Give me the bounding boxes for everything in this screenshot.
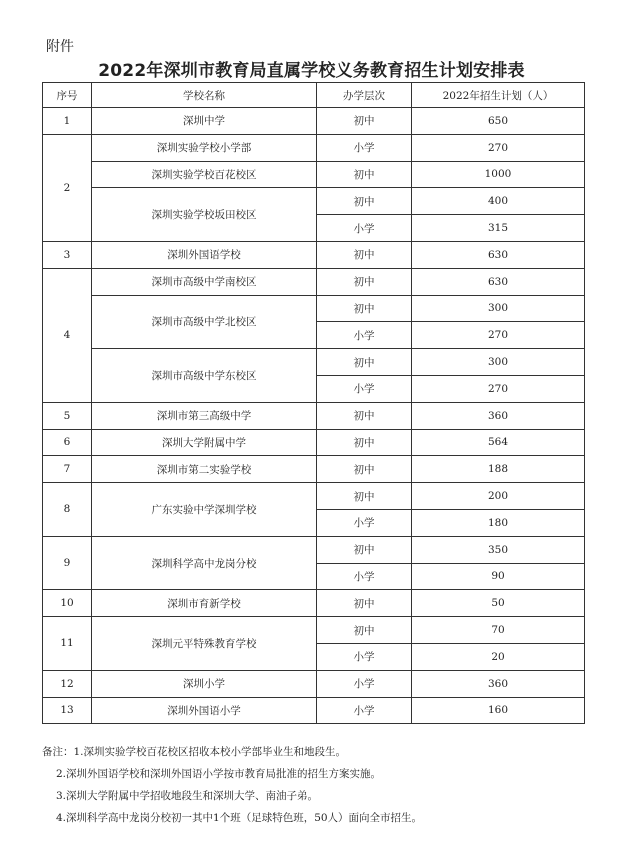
school-name: 广东实验中学深圳学校 xyxy=(92,483,317,537)
school-level: 初中 xyxy=(317,590,412,617)
note-item: 2.深圳外国语学校和深圳外国语小学按市教育局批准的招生方案实施。 xyxy=(56,768,382,780)
school-name: 深圳中学 xyxy=(92,108,317,135)
enrollment-plan: 90 xyxy=(412,563,585,590)
school-level: 初中 xyxy=(317,349,412,376)
school-name: 深圳外国语小学 xyxy=(92,697,317,724)
school-level: 初中 xyxy=(317,456,412,483)
row-no: 12 xyxy=(43,670,92,697)
table-row xyxy=(43,456,585,483)
row-no: 8 xyxy=(43,483,92,537)
row-no: 6 xyxy=(43,429,92,456)
note-item: 4.深圳科学高中龙岗分校初一其中1个班（足球特色班，50人）面向全市招生。 xyxy=(56,812,423,824)
school-level: 初中 xyxy=(317,483,412,510)
school-name: 深圳市育新学校 xyxy=(92,590,317,617)
table-row xyxy=(43,241,585,268)
enrollment-plan: 350 xyxy=(412,536,585,563)
table-row xyxy=(43,188,585,215)
school-level: 小学 xyxy=(317,134,412,161)
school-level: 初中 xyxy=(317,161,412,188)
enrollment-plan: 630 xyxy=(412,268,585,295)
school-name: 深圳实验学校坂田校区 xyxy=(92,188,317,242)
school-level: 初中 xyxy=(317,402,412,429)
school-name: 深圳市高级中学南校区 xyxy=(92,268,317,295)
school-level: 小学 xyxy=(317,322,412,349)
school-level: 初中 xyxy=(317,429,412,456)
school-name: 深圳大学附属中学 xyxy=(92,429,317,456)
column-header-no: 序号 xyxy=(43,83,92,108)
school-name: 深圳小学 xyxy=(92,670,317,697)
school-name: 深圳外国语学校 xyxy=(92,241,317,268)
enrollment-plan: 360 xyxy=(412,402,585,429)
table-row xyxy=(43,536,585,563)
enrollment-plan: 300 xyxy=(412,349,585,376)
school-level: 初中 xyxy=(317,295,412,322)
note-item: 3.深圳大学附属中学招收地段生和深圳大学、南油子弟。 xyxy=(56,790,319,802)
notes-section xyxy=(42,741,602,829)
table-row xyxy=(43,295,585,322)
enrollment-plan: 400 xyxy=(412,188,585,215)
row-no: 5 xyxy=(43,402,92,429)
row-no: 9 xyxy=(43,536,92,590)
enrollment-plan: 315 xyxy=(412,215,585,242)
enrollment-plan: 188 xyxy=(412,456,585,483)
table-row xyxy=(43,161,585,188)
row-no: 2 xyxy=(43,134,92,241)
enrollment-plan: 270 xyxy=(412,134,585,161)
table-row xyxy=(43,617,585,644)
school-level: 初中 xyxy=(317,108,412,135)
school-name: 深圳实验学校小学部 xyxy=(92,134,317,161)
column-header-level: 办学层次 xyxy=(317,83,412,108)
enrollment-plan: 160 xyxy=(412,697,585,724)
school-level: 初中 xyxy=(317,268,412,295)
enrollment-plan: 180 xyxy=(412,509,585,536)
enrollment-plan: 650 xyxy=(412,108,585,135)
school-level: 初中 xyxy=(317,188,412,215)
column-header-school: 学校名称 xyxy=(92,83,317,108)
enrollment-plan: 360 xyxy=(412,670,585,697)
school-name: 深圳市高级中学北校区 xyxy=(92,295,317,349)
attachment-label: 附件 xyxy=(46,39,74,55)
table-row xyxy=(43,402,585,429)
school-name: 深圳市第二实验学校 xyxy=(92,456,317,483)
enrollment-plan: 300 xyxy=(412,295,585,322)
enrollment-plan: 564 xyxy=(412,429,585,456)
enrollment-plan: 1000 xyxy=(412,161,585,188)
table-row xyxy=(43,429,585,456)
table-row xyxy=(43,268,585,295)
enrollment-plan: 270 xyxy=(412,322,585,349)
row-no: 7 xyxy=(43,456,92,483)
document-title: 2022年深圳市教育局直属学校义务教育招生计划安排表 xyxy=(98,61,525,81)
enrollment-plan-table xyxy=(42,82,585,724)
row-no: 10 xyxy=(43,590,92,617)
enrollment-plan: 270 xyxy=(412,375,585,402)
table-row xyxy=(43,349,585,376)
school-name: 深圳科学高中龙岗分校 xyxy=(92,536,317,590)
enrollment-plan: 50 xyxy=(412,590,585,617)
row-no: 13 xyxy=(43,697,92,724)
school-level: 初中 xyxy=(317,617,412,644)
note-item: 备注：1.深圳实验学校百花校区招收本校小学部毕业生和地段生。 xyxy=(42,746,347,758)
school-name: 深圳实验学校百花校区 xyxy=(92,161,317,188)
enrollment-plan: 70 xyxy=(412,617,585,644)
enrollment-plan: 200 xyxy=(412,483,585,510)
enrollment-plan: 20 xyxy=(412,643,585,670)
row-no: 3 xyxy=(43,241,92,268)
row-no: 11 xyxy=(43,617,92,671)
school-level: 小学 xyxy=(317,697,412,724)
table-row xyxy=(43,590,585,617)
table-row xyxy=(43,670,585,697)
school-level: 初中 xyxy=(317,241,412,268)
school-level: 小学 xyxy=(317,375,412,402)
column-header-plan: 2022年招生计划（人） xyxy=(412,83,585,108)
table-row xyxy=(43,108,585,135)
school-name: 深圳市高级中学东校区 xyxy=(92,349,317,403)
table-row xyxy=(43,134,585,161)
school-level: 小学 xyxy=(317,509,412,536)
school-name: 深圳元平特殊教育学校 xyxy=(92,617,317,671)
school-name: 深圳市第三高级中学 xyxy=(92,402,317,429)
school-level: 初中 xyxy=(317,536,412,563)
row-no: 4 xyxy=(43,268,92,402)
table-row xyxy=(43,483,585,510)
table-header-row xyxy=(43,83,585,108)
table-row xyxy=(43,697,585,724)
school-level: 小学 xyxy=(317,563,412,590)
school-level: 小学 xyxy=(317,643,412,670)
row-no: 1 xyxy=(43,108,92,135)
enrollment-plan: 630 xyxy=(412,241,585,268)
school-level: 小学 xyxy=(317,670,412,697)
school-level: 小学 xyxy=(317,215,412,242)
